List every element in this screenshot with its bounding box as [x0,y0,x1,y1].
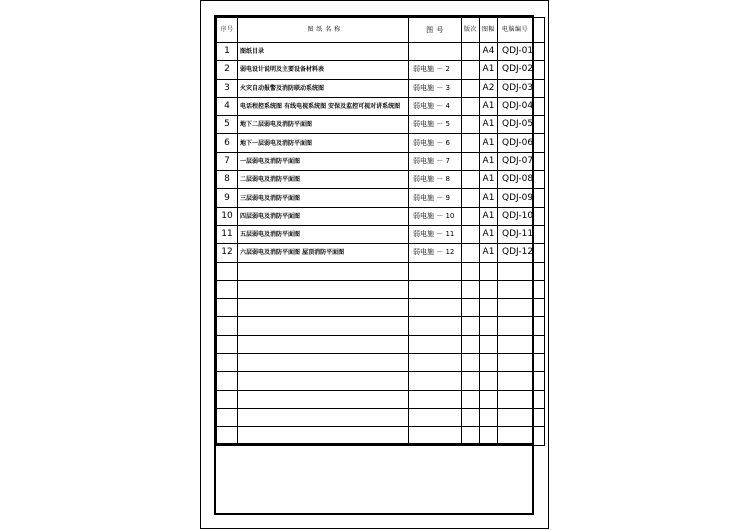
cell-size: A1 [480,171,498,189]
empty-table-row [217,335,545,353]
cell-file: QDJ-10 [498,207,545,225]
empty-cell [498,317,545,335]
cell-name: 三层弱电及消防平面图 [238,189,409,207]
cell-no: 6 [217,134,238,152]
empty-cell [238,372,409,390]
empty-cell [462,317,480,335]
cell-size: A1 [480,97,498,115]
cell-name: 二层弱电及消防平面图 [238,171,409,189]
empty-cell [498,354,545,372]
cell-code: 弱电施 － 4 [409,97,462,115]
empty-cell [480,262,498,280]
cell-no: 3 [217,79,238,97]
table-body [217,43,545,446]
cell-name: 弱电设计说明及主要设备材料表 [238,61,409,79]
cell-name: 地下二层弱电及消防平面图 [238,116,409,134]
empty-cell [498,262,545,280]
cell-version [462,97,480,115]
cell-code: 弱电施 － 10 [409,207,462,225]
cell-version [462,79,480,97]
cell-name: 地下一层弱电及消防平面图 [238,134,409,152]
empty-cell [217,262,238,280]
empty-cell [217,372,238,390]
cell-size: A1 [480,61,498,79]
empty-cell [480,372,498,390]
empty-cell [217,335,238,353]
cell-file: QDJ-03 [498,79,545,97]
table-row [217,189,545,207]
cell-size: A1 [480,207,498,225]
empty-cell [409,262,462,280]
empty-cell [480,317,498,335]
cell-version [462,43,480,61]
empty-table-row [217,262,545,280]
cell-file: QDJ-07 [498,152,545,170]
cell-version [462,189,480,207]
empty-cell [498,372,545,390]
empty-cell [462,262,480,280]
empty-table-row [217,372,545,390]
empty-cell [409,335,462,353]
header-size: 图幅 [480,18,498,43]
header-code: 图 号 [409,18,462,43]
cell-no: 12 [217,244,238,262]
cell-name: 一层弱电及消防平面图 [238,152,409,170]
empty-cell [409,299,462,317]
cell-version [462,61,480,79]
empty-cell [480,280,498,298]
empty-cell [462,299,480,317]
empty-cell [498,299,545,317]
empty-cell [217,408,238,426]
empty-table-row [217,390,545,408]
cell-version [462,225,480,243]
cell-size: A1 [480,152,498,170]
table-row [217,134,545,152]
empty-cell [238,335,409,353]
cell-code: 弱电施 － 7 [409,152,462,170]
empty-cell [238,354,409,372]
table-row [217,61,545,79]
cell-file: QDJ-02 [498,61,545,79]
table-row [217,244,545,262]
empty-table-row [217,408,545,426]
cell-file: QDJ-12 [498,244,545,262]
empty-cell [238,299,409,317]
cell-name: 图纸目录 [238,43,409,61]
cell-no: 9 [217,189,238,207]
empty-cell [409,317,462,335]
empty-cell [480,335,498,353]
cell-code: 弱电施 － 9 [409,189,462,207]
empty-table-row [217,317,545,335]
cell-code: 弱电施 － 11 [409,225,462,243]
cell-name: 四层弱电及消防平面图 [238,207,409,225]
cell-version [462,134,480,152]
cell-code: 弱电施 － 6 [409,134,462,152]
cell-version [462,152,480,170]
table-row [217,43,545,61]
empty-cell [409,390,462,408]
empty-cell [480,354,498,372]
empty-cell [409,280,462,298]
header-file: 电脑编号 [498,18,545,43]
empty-cell [409,372,462,390]
cell-no: 2 [217,61,238,79]
cell-code: 弱电施 － 3 [409,79,462,97]
cell-file: QDJ-04 [498,97,545,115]
empty-table-row [217,280,545,298]
cell-file: QDJ-06 [498,134,545,152]
cell-version [462,116,480,134]
cell-no: 4 [217,97,238,115]
cell-code: 弱电施 － 8 [409,171,462,189]
cell-name: 火灾自动报警及消防联动系统图 [238,79,409,97]
table-row [217,171,545,189]
cell-no: 8 [217,171,238,189]
header-no: 序号 [217,18,238,43]
cell-no: 11 [217,225,238,243]
cell-code: 弱电施 － 5 [409,116,462,134]
empty-cell [462,408,480,426]
empty-cell [462,372,480,390]
cell-size: A1 [480,244,498,262]
table-row [217,225,545,243]
cell-size: A2 [480,79,498,97]
cell-no: 7 [217,152,238,170]
cell-version [462,244,480,262]
cell-no: 5 [217,116,238,134]
empty-cell [238,390,409,408]
cell-file: QDJ-09 [498,189,545,207]
empty-cell [462,335,480,353]
cell-file: QDJ-08 [498,171,545,189]
empty-cell [498,335,545,353]
cell-version [462,171,480,189]
empty-cell [238,280,409,298]
empty-cell [217,280,238,298]
cell-name: 五层弱电及消防平面图 [238,225,409,243]
cell-code: 弱电施 － 12 [409,244,462,262]
cell-size: A1 [480,189,498,207]
empty-cell [238,262,409,280]
cell-size: A1 [480,116,498,134]
empty-cell [462,390,480,408]
cell-file: QDJ-05 [498,116,545,134]
drawing-index-table [216,17,545,446]
empty-cell [462,354,480,372]
empty-cell [409,354,462,372]
table-row [217,116,545,134]
drawing-index-frame [214,15,534,515]
empty-cell [409,408,462,426]
cell-no: 1 [217,43,238,61]
table-row [217,97,545,115]
empty-cell [238,317,409,335]
cell-size: A4 [480,43,498,61]
empty-cell [217,317,238,335]
remarks-box [216,443,532,513]
empty-cell [480,390,498,408]
cell-name: 六层弱电及消防平面图 屋顶消防平面图 [238,244,409,262]
table-row [217,207,545,225]
empty-cell [498,408,545,426]
empty-cell [217,354,238,372]
header-name: 图 纸 名 称 [238,18,409,43]
empty-cell [498,280,545,298]
header-version: 版次 [462,18,480,43]
empty-cell [480,408,498,426]
empty-table-row [217,354,545,372]
empty-cell [217,299,238,317]
cell-file: QDJ-11 [498,225,545,243]
cell-no: 10 [217,207,238,225]
empty-cell [238,408,409,426]
empty-cell [462,280,480,298]
cell-size: A1 [480,134,498,152]
cell-code: 弱电施 － 2 [409,61,462,79]
table-row [217,152,545,170]
cell-version [462,207,480,225]
cell-file: QDJ-01 [498,43,545,61]
empty-cell [480,299,498,317]
empty-cell [498,390,545,408]
cell-size: A1 [480,225,498,243]
table-header-row [217,18,545,43]
cell-name: 电话程控系统图 有线电视系统图 安保及监控可视对讲系统图 [238,97,409,115]
empty-cell [217,390,238,408]
cell-code [409,43,462,61]
table-row [217,79,545,97]
empty-table-row [217,299,545,317]
